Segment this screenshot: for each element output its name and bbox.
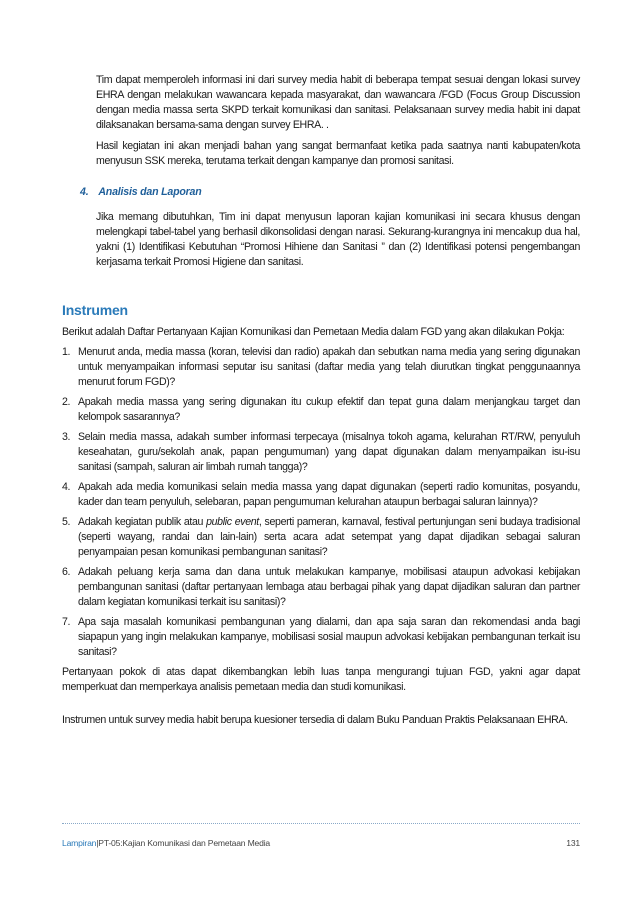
page-body	[0, 0, 638, 169]
footer-separator: |	[96, 838, 99, 848]
footer-title: PT-05:Kajian Komunikasi dan Pemetaan Media	[98, 838, 270, 848]
section-4-number: 4.	[80, 186, 89, 198]
question-item	[0, 395, 638, 425]
section-4-heading	[80, 186, 202, 198]
question-item	[0, 480, 638, 510]
instrumen-heading: Instrumen	[62, 302, 128, 318]
question-text: Menurut anda, media massa (koran, televisi dan radio) apakah dan sebutkan nama media yang sering digunakan untuk menyampaikan informasi seputar isu sanitasi (daftar media yang telah diurutkan tingkat penggunaannya menurut forum FGD)?	[78, 346, 580, 388]
question-item	[0, 430, 638, 475]
question-item	[0, 615, 638, 660]
question-number: 6.	[62, 566, 71, 578]
section-4-paragraph: Jika memang dibutuhkan, Tim ini dapat menyusun laporan kajian komunikasi ini secara khusus dengan melengkapi tabel-tabel yang berhasil dikonsolidasi dengan narasi. Sekurang-kurangnya ini mencakup dua hal, yakni (1) Identifikasi Kebutuhan “Promosi Hihiene dan Sanitasi ” dan (2) Identifikasi potensi pengembangan kerjasama terkait Promosi Higiene dan sanitasi.	[96, 211, 580, 268]
page-number: 131	[566, 838, 580, 848]
question-number: 4.	[62, 481, 71, 493]
question-text-italic: public event	[206, 516, 259, 528]
intro-paragraph-2: Hasil kegiatan ini akan menjadi bahan yang sangat bermanfaat ketika pada saatnya nanti kabupaten/kota menyusun SSK mereka, terutama terkait dengan kampanye dan promosi sanitasi.	[96, 140, 580, 167]
question-text: Adakah peluang kerja sama dan dana untuk melakukan kampanye, mobilisasi ataupun advokasi kebijakan pembangunan sanitasi (daftar pertanyaan lembaga atau berbagai pihak yang dapat dijadikan saluran dan partner dalam kegiatan komunikasi terkait isu sanitasi)?	[78, 566, 580, 608]
footer-divider	[62, 823, 580, 824]
question-item	[0, 565, 638, 610]
question-number: 5.	[62, 516, 71, 528]
question-number: 7.	[62, 616, 71, 628]
question-item	[0, 345, 638, 390]
question-item	[0, 515, 638, 560]
instrumen-body	[0, 325, 638, 728]
instrumen-intro: Berikut adalah Daftar Pertanyaan Kajian Komunikasi dan Pemetaan Media dalam FGD yang akan dilakukan Pokja:	[62, 326, 565, 338]
question-text: Adakah kegiatan publik atau	[78, 516, 207, 528]
closing-paragraph-1: Pertanyaan pokok di atas dapat dikembangkan lebih luas tanpa mengurangi tujuan FGD, yakni agar dapat memperkuat dan memperkaya analisis pemetaan media dan studi komunikasi.	[62, 666, 580, 693]
question-text: Selain media massa, adakah sumber informasi terpecaya (misalnya tokoh agama, kelurahan RT/RW, penyuluh keseahatan, guru/sekolah anak, papan pengumuman) yang dapat digunakan dalam menyampaikan isu-isu sanitasi (sampah, saluran air limbah rumah tangga)?	[78, 431, 580, 473]
section-4-body	[0, 210, 638, 270]
footer-section: Lampiran	[62, 838, 97, 848]
page-footer	[62, 838, 580, 848]
question-list	[0, 345, 638, 660]
question-number: 1.	[62, 346, 71, 358]
closing-paragraph-2: Instrumen untuk survey media habit berupa kuesioner tersedia di dalam Buku Panduan Praktis Pelaksanaan EHRA.	[62, 714, 568, 726]
question-number: 2.	[62, 396, 71, 408]
question-number: 3.	[62, 431, 71, 443]
question-text: Apakah media massa yang sering digunakan itu cukup efektif dan tepat guna dalam menjangkau target dan kelompok sasarannya?	[78, 396, 580, 423]
question-text: , seperti pameran, karnaval, festival pertunjungan seni budaya tradisional (seperti wayang, randai dan lain-lain) serta acara adat setempat yang dapat dijadikan sebagai saluran penyampaian pesan komunikasi pembangunan sanitasi?	[78, 516, 580, 558]
question-text: Apakah ada media komunikasi selain media massa yang dapat digunakan (seperti radio komunitas, posyandu, kader dan team penyuluh, selebaran, papan pengumuman kelurahan ataupun berbagai saluran lainnya)?	[78, 481, 580, 508]
question-text: Apa saja masalah komunikasi pembangunan yang dialami, dan apa saja saran dan rekomendasi anda bagi siapapun yang ingin melakukan kampanye, mobilisasi sosial maupun advokasi kebijakan pembangunan terkait isu sanitasi?	[78, 616, 580, 658]
section-4-title: Analisis dan Laporan	[98, 186, 202, 198]
intro-paragraph-1: Tim dapat memperoleh informasi ini dari survey media habit di beberapa tempat sesuai dengan lokasi survey EHRA dengan melakukan wawancara kepada masyarakat, dan wawancara /FGD (Focus Group Discussion dengan media massa serta SKPD terkait komunikasi dan sanitasi. Pelaksanaan survey media habit ini dapat dilaksanakan bersama-sama dengan survey EHRA. .	[96, 74, 580, 131]
